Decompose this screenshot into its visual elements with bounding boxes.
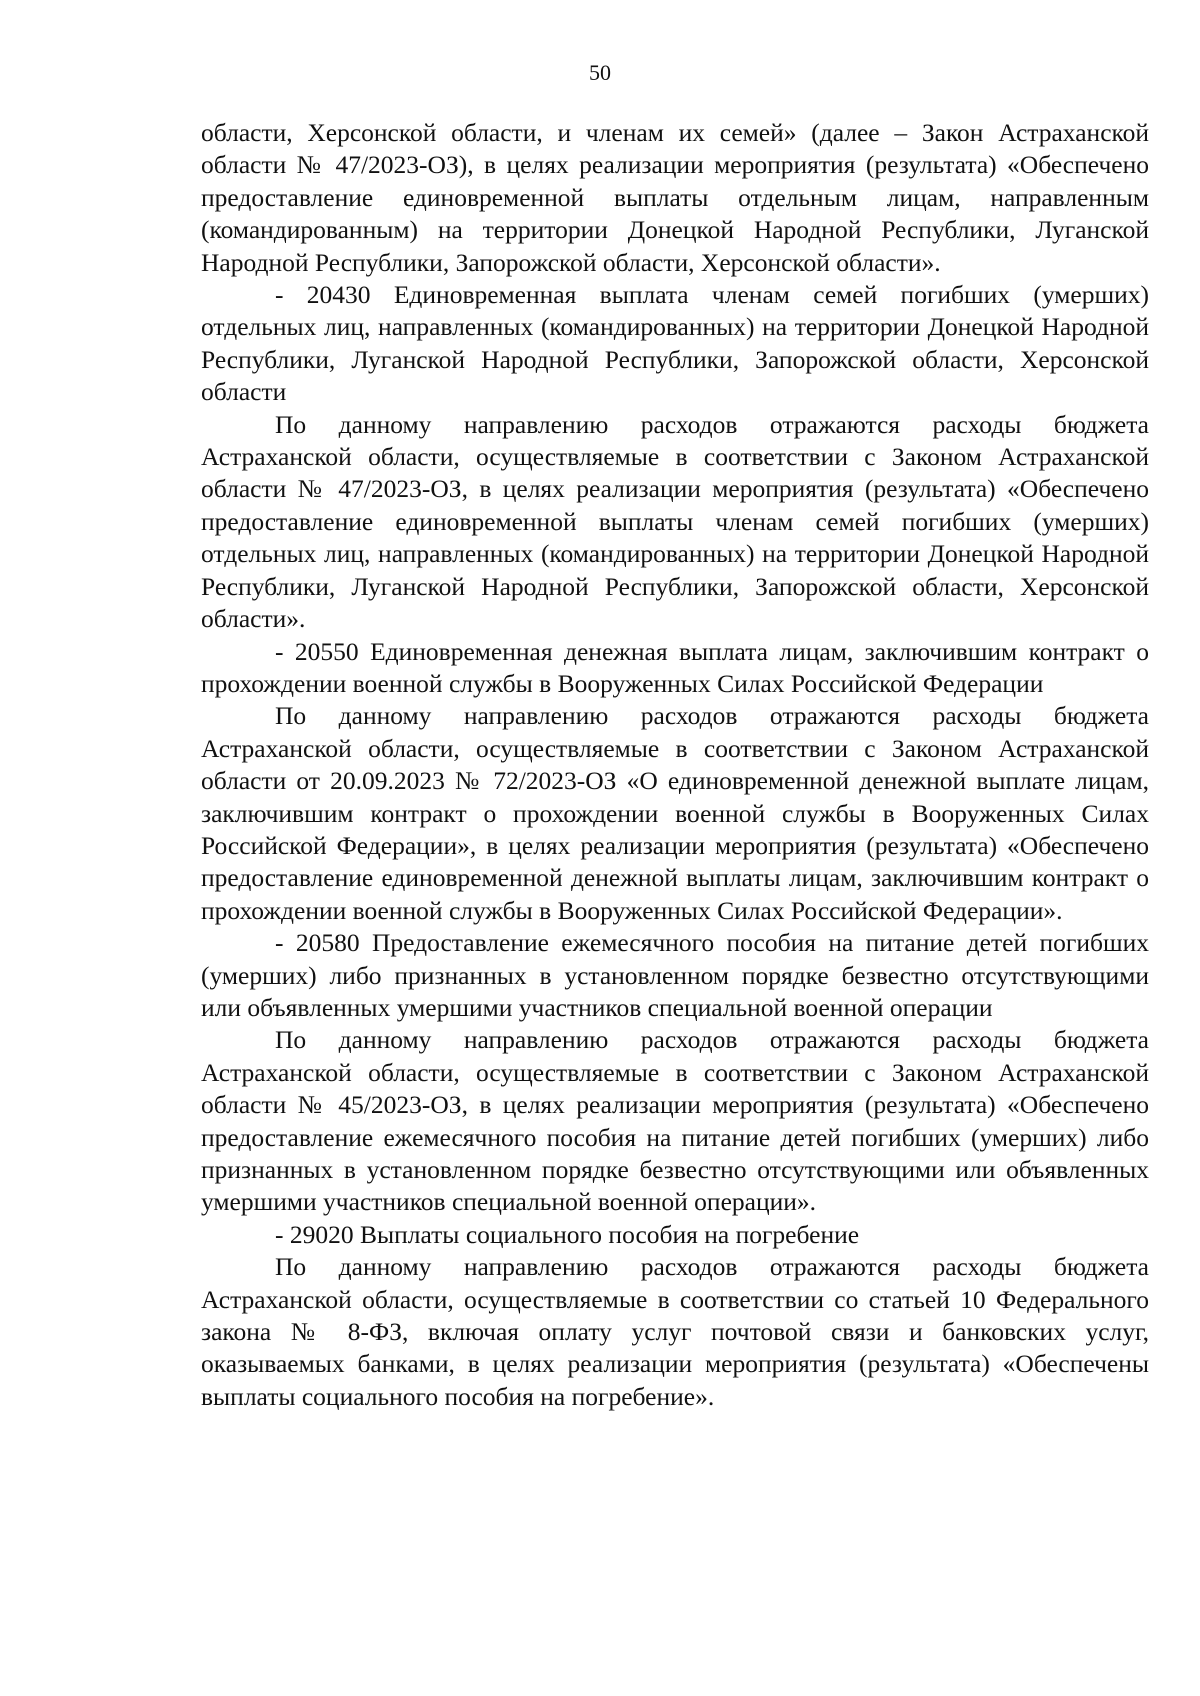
expense-code-20550-description: По данному направлению расходов отражаются расходы бюджета Астраханской области, осуществляемые в соответствии с Законом Астраханской области от 20.09.2023 № 72/2023-ОЗ «О единовременной денежной выплате лицам, заключившим контракт о прохождении военной службы в Вооруженных Силах Российской Федерации», в целях реализации мероприятия (результата) «Обеспечено предоставление единовременной денежной выплаты лицам, заключившим контракт о прохождении военной службы в Вооруженных Силах Российской Федерации». [201, 701, 1149, 925]
expense-code-29020-heading: - 29020 Выплаты социального пособия на погребение [275, 1219, 860, 1249]
paragraph-continuation: области, Херсонской области, и членам их семей» (далее – Закон Астраханской области № 47/2023-ОЗ), в целях реализации мероприятия (результата) «Обеспечено предоставление единовременной выплаты отдельным лицам, направленным (командированным) на территории Донецкой Народной Республики, Луганской Народной Республики, Запорожской области, Херсонской области». [201, 118, 1149, 277]
expense-code-20430-heading: - 20430 Единовременная выплата членам семей погибших (умерших) отдельных лиц, направленных (командированных) на территории Донецкой Народной Республики, Луганской Народной Республики, Запорожской области, Херсонской области [201, 280, 1149, 407]
expense-code-20430-description: По данному направлению расходов отражаются расходы бюджета Астраханской области, осуществляемые в соответствии с Законом Астраханской области № 47/2023-ОЗ, в целях реализации мероприятия (результата) «Обеспечено предоставление единовременной выплаты членам семей погибших (умерших) отдельных лиц, направленных (командированных) на территории Донецкой Народной Республики, Луганской Народной Республики, Запорожской области, Херсонской области». [201, 409, 1149, 634]
expense-code-20580-description: По данному направлению расходов отражаются расходы бюджета Астраханской области, осуществляемые в соответствии с Законом Астраханской области № 45/2023-ОЗ, в целях реализации мероприятия (результата) «Обеспечено предоставление ежемесячного пособия на питание детей погибших (умерших) либо признанных в установленном порядке безвестно отсутствующими или объявленных умершими участников специальной военной операции». [201, 1025, 1149, 1217]
expense-code-20550-heading: - 20550 Единовременная денежная выплата лицам, заключившим контракт о прохождении военной службы в Вооруженных Силах Российской Федерации [201, 636, 1149, 698]
expense-code-20580-heading: - 20580 Предоставление ежемесячного пособия на питание детей погибших (умерших) либо признанных в установленном порядке безвестно отсутствующими или объявленных умершими участников специальной военной операции [201, 928, 1149, 1022]
document-body [201, 117, 1149, 1413]
page-number: 50 [589, 60, 611, 85]
expense-code-29020-description: По данному направлению расходов отражаются расходы бюджета Астраханской области, осуществляемые в соответствии со статьей 10 Федерального закона № 8-ФЗ, включая оплату услуг почтовой связи и банковских услуг, оказываемых банками, в целях реализации мероприятия (результата) «Обеспечены выплаты социального пособия на погребение». [201, 1252, 1149, 1411]
